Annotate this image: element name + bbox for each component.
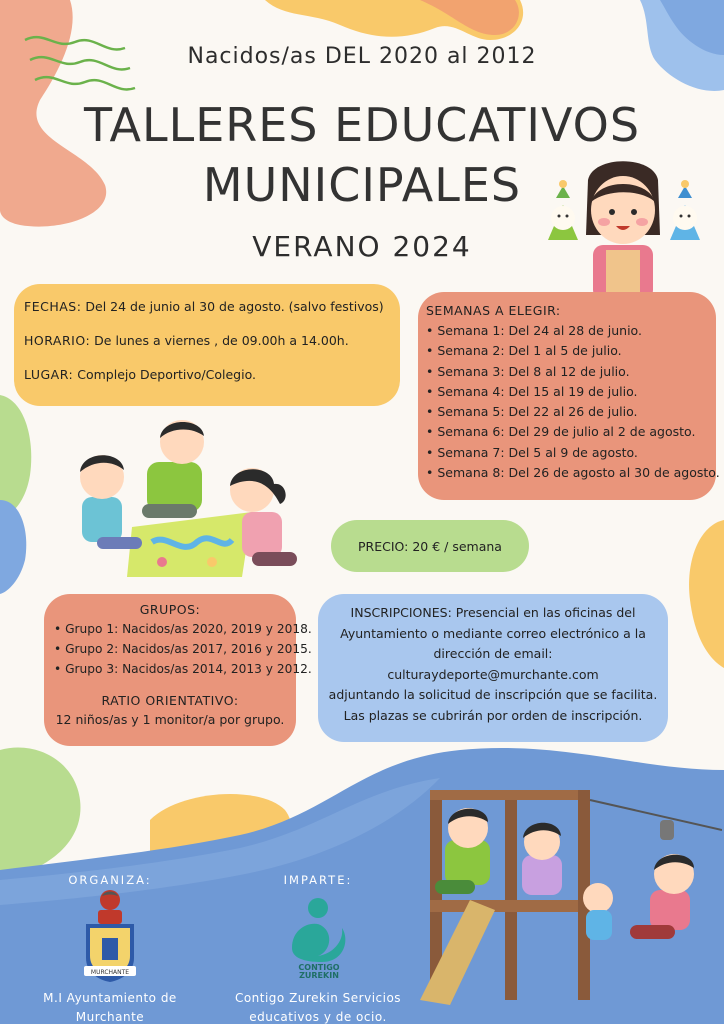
title-line-2: MUNICIPALES [202,158,522,212]
contigo-zurekin-logo-icon [284,896,354,978]
lugar-value: Complejo Deportivo/Colegio. [77,367,256,382]
info-box [14,284,400,406]
price-label: PRECIO: [358,538,409,554]
ratio-title: RATIO ORIENTATIVO: [101,693,239,708]
week-item: • Semana 2: Del 1 al 5 de julio. [426,341,708,361]
ins-label: INSCRIPCIONES: [350,605,452,620]
imparte-name: Contigo Zurekin Servicios educativos y de ocio. [234,991,402,1024]
week-item: • Semana 1: Del 24 al 28 de junio. [426,321,708,341]
horario-value: De lunes a viernes , de 09.00h a 14.00h. [94,333,349,348]
price-value: 20 € / semana [412,538,502,554]
yellow-blob-right [689,520,724,668]
week-item: • Semana 5: Del 22 al 26 de julio. [426,402,708,422]
season-heading: VERANO 2024 [252,230,472,263]
groups-box [44,594,312,746]
kids-boardgame-illustration [72,412,304,580]
subtitle: Nacidos/as DEL 2020 al 2012 [187,44,537,69]
fechas-value: Del 24 de junio al 30 de agosto. (salvo festivos) [85,299,384,314]
group-item: • Grupo 2: Nacidos/as 2017, 2016 y 2015. [50,639,290,659]
organiza-label: ORGANIZA: [68,873,152,887]
weeks-list [426,321,720,483]
ins-line-1: INSCRIPCIONES: Presencial en las oficinas del [350,605,636,620]
inscripciones-box [318,594,668,742]
horario-row [24,332,390,350]
price-box [331,520,529,572]
ratio-value: 12 niños/as y 1 monitor/a por grupo. [55,712,285,727]
title-line-1: TALLERES EDUCATIVOS [83,98,641,152]
week-item: • Semana 7: Del 5 al 9 de agosto. [426,443,708,463]
group-item: • Grupo 1: Nacidos/as 2020, 2019 y 2018. [50,619,290,639]
svg-text:CONTIGO: CONTIGO [298,963,340,972]
weeks-title: SEMANAS A ELEGIR: [426,303,561,318]
ins-line-5: Las plazas se cubrirán por orden de inscripción. [343,707,643,723]
blue-blob-left [0,500,26,594]
ins-line-3: dirección de email: [433,646,553,661]
week-item: • Semana 4: Del 15 al 19 de julio. [426,382,708,402]
organiza-name: M.I Ayuntamiento de Murchante [43,991,177,1024]
green-blob-bottom-left [0,747,80,880]
playground-illustration [410,780,722,1010]
svg-text:ZUREKIN: ZUREKIN [299,971,339,978]
weeks-box [418,292,720,500]
week-item: • Semana 3: Del 8 al 12 de julio. [426,362,708,382]
imparte-label: IMPARTE: [283,873,353,887]
lugar-label: LUGAR: [24,367,74,382]
teacher-illustration [538,160,710,300]
ins-email[interactable]: culturaydeporte@murchante.com [387,666,599,682]
fechas-label: FECHAS: [24,299,82,314]
murchante-crest-icon [80,888,140,984]
lugar-row [24,366,390,384]
ins-line-2: Ayuntamiento o mediante correo electrónico a la [340,625,646,641]
group-item: • Grupo 3: Nacidos/as 2014, 2013 y 2012. [50,659,290,679]
fechas-row [24,298,390,316]
groups-title: GRUPOS: [139,602,201,617]
horario-label: HORARIO: [24,333,91,348]
week-item: • Semana 8: Del 26 de agosto al 30 de agosto. [426,463,708,483]
ins-line-4: adjuntando la solicitud de inscripción que se facilita. [328,687,658,702]
week-item: • Semana 6: Del 29 de julio al 2 de agosto. [426,422,708,442]
crest-text: MURCHANTE [90,969,130,976]
